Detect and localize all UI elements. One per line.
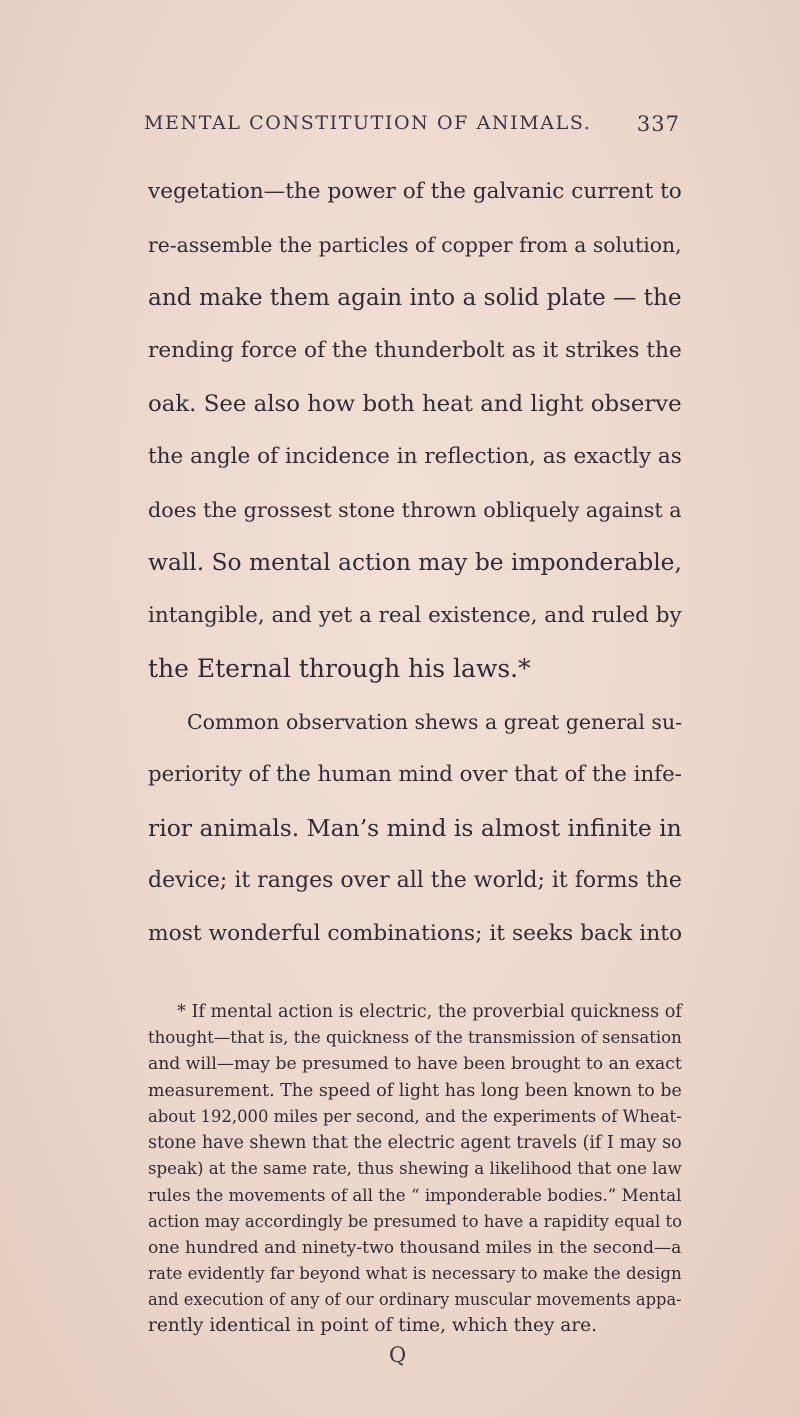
- signature-mark: Q: [389, 1343, 407, 1367]
- running-head: [144, 112, 680, 144]
- running-title: MENTAL CONSTITUTION OF ANIMALS.: [144, 112, 592, 134]
- book-page: MENTAL CONSTITUTION OF ANIMALS. 337 vegetation—the power of the galvanic current to re-assemble the particles of copper from a solution, and make them again into a solid plate — the rending force of the thunderbolt as it strikes the oak. See also how both heat and light observe the angle of incidence in reflection, as exactly as does the grossest stone thrown obliquely against a wall. So mental action may be imponderable, intangible, and yet a real existence, and ruled by the Eternal through his laws.* Common observation shews a great general su- periority of the human mind over that of the infe- rior animals. Man’s mind is almost infinite in device; it ranges over all the world; it forms the most wonderful combinations; it seeks back into * If mental action is electric, the proverbial quickness of thought—that is, the quickness of the transmission of sensation and will—may be presumed to have been brought to an exact measurement. The speed of light has long been known to be about 192,000 miles per second, and the experiments of Wheat- stone have shewn that the electric agent travels (if I may so speak) at the same rate, thus shewing a likelihood that one law rules the movements of all the “ imponderable bodies.” Mental action may accordingly be presumed to have a rapidity equal to one hundred and ninety-two thousand miles in the second—a rate evidently far beyond what is necessary to make the design and execution of any of our ordinary muscular movements appa- rently identical in point of time, which they are. Q: [0, 0, 800, 1417]
- page-number: 337: [636, 112, 680, 136]
